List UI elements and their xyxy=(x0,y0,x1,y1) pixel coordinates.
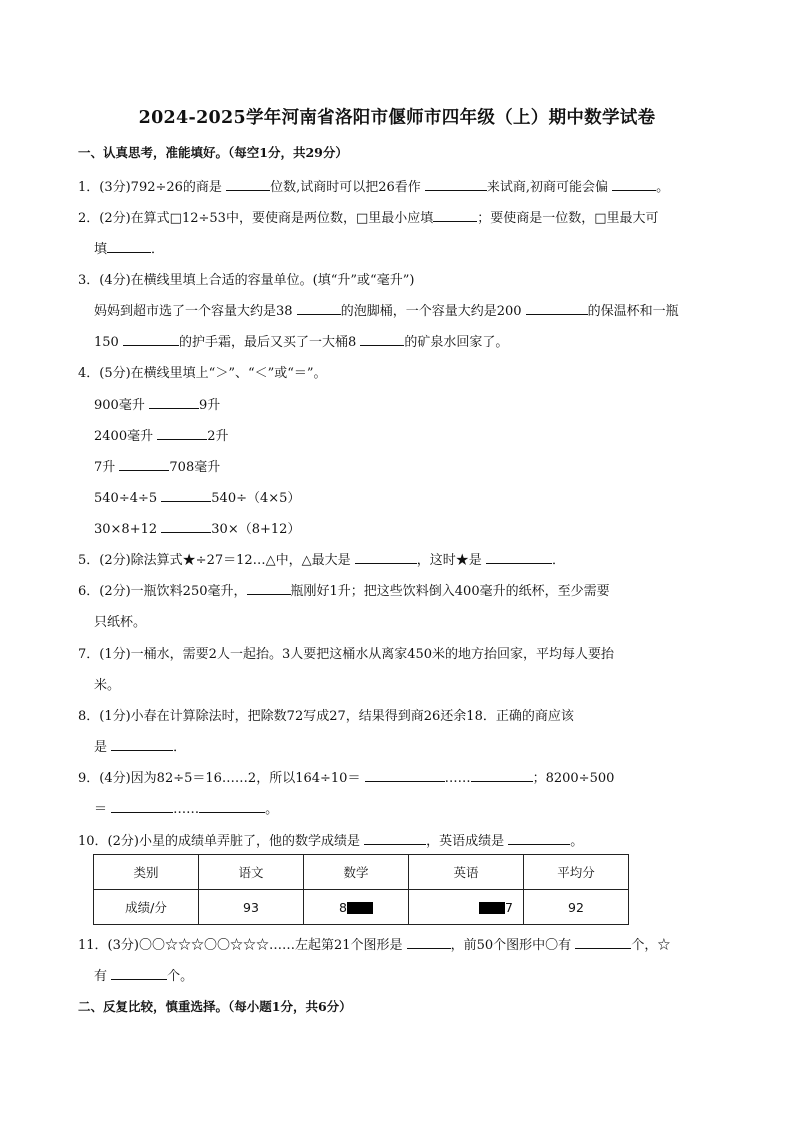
compare-row: 7升 708毫升 xyxy=(94,460,221,475)
answer-blank[interactable] xyxy=(355,551,417,564)
score-table xyxy=(93,854,629,925)
compare-row: 900毫升 9升 xyxy=(94,398,221,413)
answer-blank[interactable] xyxy=(157,427,207,440)
english-score-cell: 7 xyxy=(409,890,524,925)
answer-blank[interactable] xyxy=(508,832,570,845)
math-score-cell: 8 xyxy=(304,890,409,925)
answer-blank[interactable] xyxy=(365,769,445,782)
section-2-heading: 二、反复比较，慎重选择。（每小题1分，共6分） xyxy=(78,999,352,1014)
answer-blank[interactable] xyxy=(111,800,173,813)
question-10: 10．(2分)小星的成绩单弄脏了，他的数学成绩是 ，英语成绩是 。 xyxy=(78,834,584,849)
answer-blank[interactable] xyxy=(123,333,179,346)
question-9-cont: ＝ …… 。 xyxy=(94,802,279,817)
answer-blank[interactable] xyxy=(612,178,656,191)
question-9: 9．(4分)因为82÷5＝16……2，所以164÷10＝ …… ；8200÷500 xyxy=(78,771,615,786)
answer-blank[interactable] xyxy=(575,936,631,949)
answer-blank[interactable] xyxy=(149,396,199,409)
answer-blank[interactable] xyxy=(107,240,151,253)
page-title: 2024-2025学年河南省洛阳市偃师市四年级（上）期中数学试卷 xyxy=(138,108,656,128)
answer-blank[interactable] xyxy=(226,178,270,191)
answer-blank[interactable] xyxy=(199,800,265,813)
table-header-cell: 类别 xyxy=(94,855,199,890)
chinese-score-cell: 93 xyxy=(199,890,304,925)
question-6: 6．(2分)一瓶饮料250毫升， 瓶刚好1升；把这些饮料倒入400毫升的纸杯，至少需要 xyxy=(78,584,610,599)
answer-blank[interactable] xyxy=(161,489,211,502)
question-2: 2．(2分)在算式□12÷53中，要使商是两位数，□里最小应填 ；要使商是一位数，□里最大可 xyxy=(78,211,659,226)
question-5: 5．(2分)除法算式★÷27＝12…△中，△最大是 ，这时★是 ． xyxy=(78,553,565,568)
answer-blank[interactable] xyxy=(471,769,533,782)
question-3-line-3: 150 的护手霜，最后又买了一大桶8 的矿泉水回家了。 xyxy=(94,335,509,350)
answer-blank[interactable] xyxy=(364,832,426,845)
table-header-cell: 平均分 xyxy=(524,855,629,890)
question-3: 3．(4分)在横线里填上合适的容量单位。(填“升”或“毫升”) xyxy=(78,273,415,288)
answer-blank[interactable] xyxy=(433,209,477,222)
average-score-cell: 92 xyxy=(524,890,629,925)
answer-blank[interactable] xyxy=(247,582,291,595)
question-3-line-2: 妈妈到超市选了一个容量大约是38 的泡脚桶，一个容量大约是200 的保温杯和一瓶 xyxy=(94,304,679,319)
table-header-cell: 英语 xyxy=(409,855,524,890)
row-label-cell: 成绩/分 xyxy=(94,890,199,925)
question-11-cont: 有 个。 xyxy=(94,969,194,984)
table-header-cell: 数学 xyxy=(304,855,409,890)
table-header-row xyxy=(94,855,629,890)
answer-blank[interactable] xyxy=(111,738,173,751)
ink-smudge xyxy=(479,902,505,914)
section-1-heading: 一、认真思考，准能填好。（每空1分，共29分） xyxy=(78,145,348,160)
answer-blank[interactable] xyxy=(119,458,169,471)
answer-blank[interactable] xyxy=(425,178,487,191)
compare-row: 2400毫升 2升 xyxy=(94,429,229,444)
compare-row: 540÷4÷5 540÷（4×5） xyxy=(94,491,301,506)
answer-blank[interactable] xyxy=(161,520,211,533)
answer-blank[interactable] xyxy=(111,967,167,980)
answer-blank[interactable] xyxy=(360,333,404,346)
table-row xyxy=(94,890,629,925)
question-7-cont: 米。 xyxy=(94,678,121,693)
question-11: 11．(3分)〇〇☆☆☆〇〇☆☆☆……左起第21个图形是 ，前50个图形中〇有 个，☆ xyxy=(78,938,671,953)
answer-blank[interactable] xyxy=(297,302,341,315)
question-4: 4．(5分)在横线里填上“＞”、“＜”或“＝”。 xyxy=(78,366,327,381)
question-6-cont: 只纸杯。 xyxy=(94,615,147,630)
question-8-cont: 是 ． xyxy=(94,740,187,755)
question-1: 1．(3分)792÷26的商是 位数,试商时可以把26看作 来试商,初商可能会偏 。 xyxy=(78,180,670,195)
question-2-cont: 填 ． xyxy=(94,242,165,257)
question-8: 8．(1分)小春在计算除法时，把除数72写成27，结果得到商26还余18．正确的商应该 xyxy=(78,709,574,724)
compare-row: 30×8+12 30×（8+12） xyxy=(94,522,301,537)
ink-smudge xyxy=(347,902,373,914)
answer-blank[interactable] xyxy=(526,302,588,315)
question-7: 7．(1分)一桶水，需要2人一起抬。3人要把这桶水从离家450米的地方抬回家，平均每人要抬 xyxy=(78,647,615,662)
table-header-cell: 语文 xyxy=(199,855,304,890)
answer-blank[interactable] xyxy=(486,551,552,564)
answer-blank[interactable] xyxy=(407,936,451,949)
